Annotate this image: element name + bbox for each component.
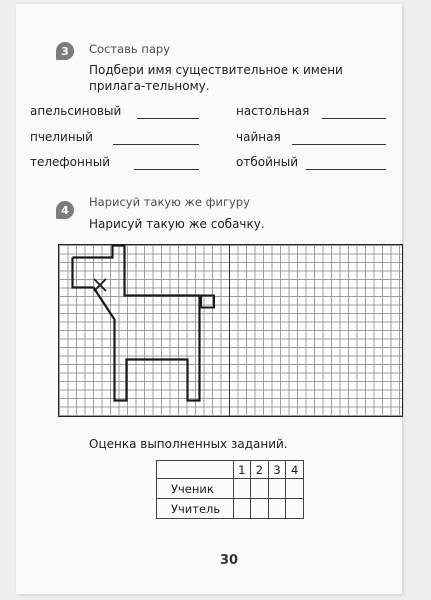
- word-3: пчелиный: [30, 130, 93, 144]
- score-cell[interactable]: [233, 499, 251, 519]
- dog-eye-cross: [94, 279, 106, 291]
- answer-line-4[interactable]: [292, 144, 386, 145]
- score-cell[interactable]: [268, 479, 286, 499]
- word-2: настольная: [236, 104, 310, 118]
- task-3-instruction: Подбери имя существительное к имени прилага-тельному.: [89, 63, 343, 93]
- word-6: отбойный: [236, 155, 298, 169]
- task-3-title: Составь пару: [89, 42, 171, 56]
- assessment-header-row: [157, 461, 304, 479]
- score-cell[interactable]: [251, 499, 269, 519]
- word-1: апельсиновый: [30, 104, 122, 118]
- task-3-flower-icon: [56, 42, 74, 60]
- assessment-corner-cell: [157, 461, 234, 479]
- dog-figure: [59, 245, 231, 417]
- score-cell[interactable]: [251, 479, 269, 499]
- task-4-flower-icon: [56, 201, 74, 219]
- score-cell[interactable]: [233, 479, 251, 499]
- answer-line-5[interactable]: [134, 169, 199, 170]
- score-cell[interactable]: [286, 479, 304, 499]
- page-number: 30: [220, 553, 239, 568]
- assessment-col-3: 3: [268, 461, 286, 479]
- assessment-col-1: 1: [233, 461, 251, 479]
- task-4-number: 4: [61, 203, 69, 217]
- answer-line-6[interactable]: [306, 169, 386, 170]
- assessment-row-student: [157, 479, 304, 499]
- score-cell[interactable]: [286, 499, 304, 519]
- drawing-grid: [58, 244, 403, 417]
- assessment-col-2: 2: [251, 461, 269, 479]
- word-5: телефонный: [30, 155, 110, 169]
- answer-line-3[interactable]: [113, 144, 199, 145]
- assessment-table: [156, 460, 304, 519]
- assessment-title: Оценка выполненных заданий.: [89, 437, 288, 451]
- answer-line-1[interactable]: [137, 118, 199, 119]
- answer-line-2[interactable]: [322, 118, 386, 119]
- dog-outline: [73, 246, 200, 401]
- assessment-row-label: Ученик: [157, 479, 234, 499]
- word-4: чайная: [236, 130, 281, 144]
- task-3-number: 3: [61, 44, 69, 58]
- dog-tail: [201, 296, 214, 308]
- assessment-row-label: Учитель: [157, 499, 234, 519]
- score-cell[interactable]: [268, 499, 286, 519]
- task-4-title: Нарисуй такую же фигуру: [89, 195, 250, 209]
- assessment-col-4: 4: [286, 461, 304, 479]
- workbook-page: [16, 4, 402, 594]
- task-4-instruction: Нарисуй такую же собачку.: [89, 217, 265, 231]
- assessment-row-teacher: [157, 499, 304, 519]
